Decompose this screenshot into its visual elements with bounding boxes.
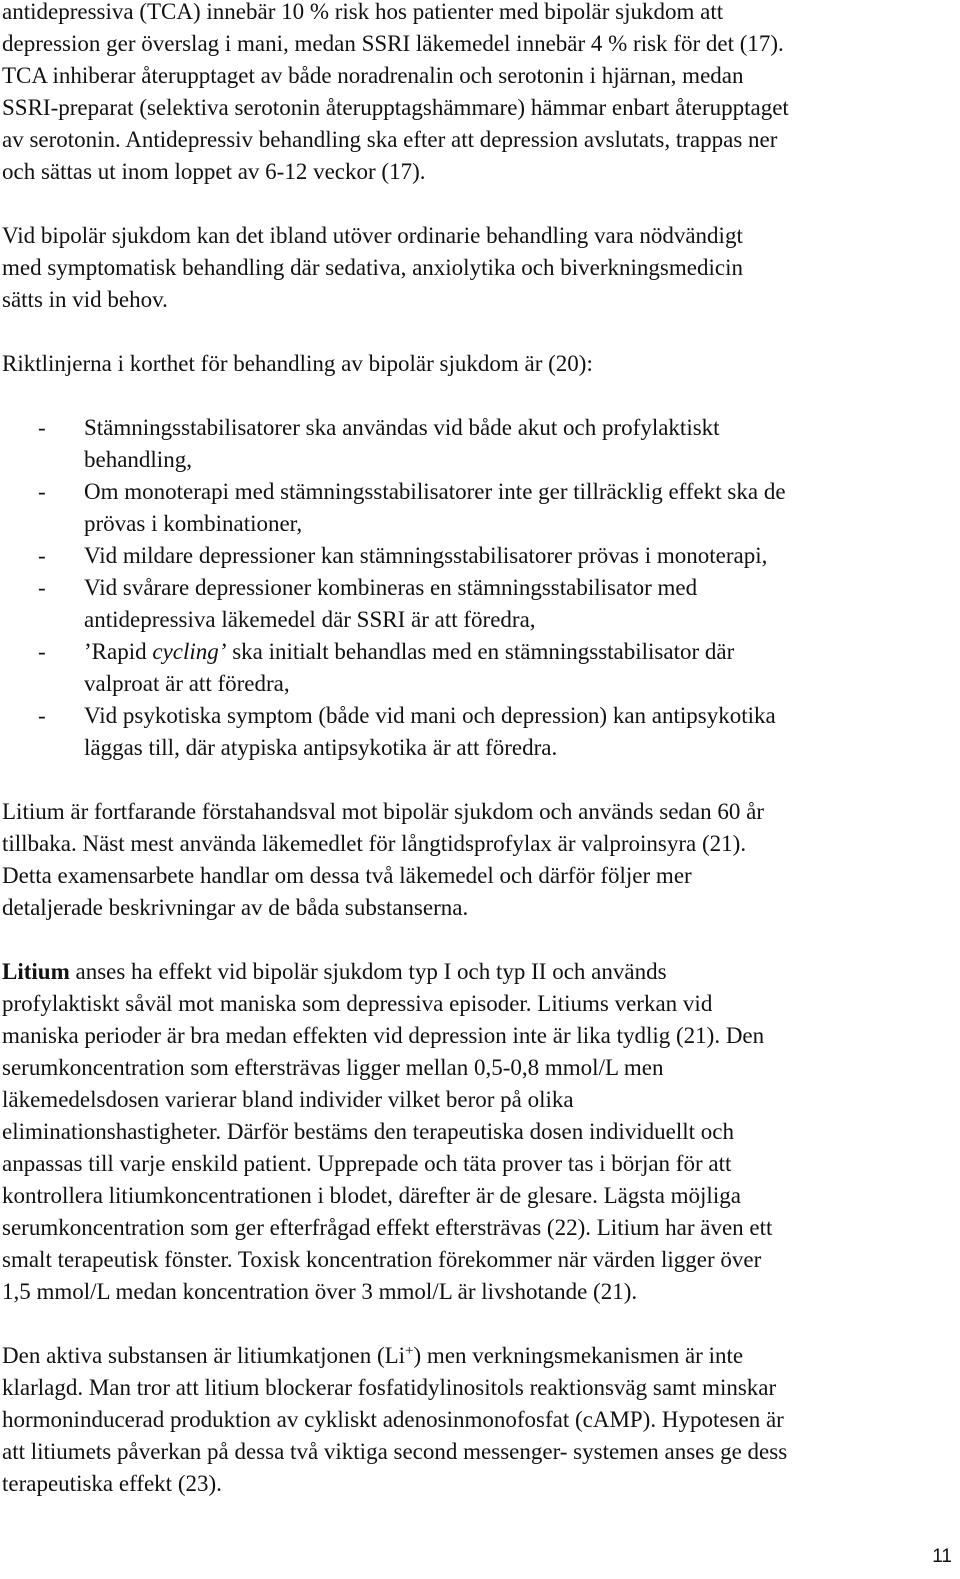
text-line: klarlagd. Man tror att litium blockerar fosfatidylinositols reaktionsväg samt minskar <box>2 1375 777 1400</box>
superscript-plus: + <box>405 1343 414 1359</box>
text-segment: Den aktiva substansen är litiumkatjonen (Li <box>2 1343 406 1368</box>
dash-bullet: - <box>38 703 46 728</box>
list-item <box>2 540 952 572</box>
text-line: antidepressiva läkemedel där SSRI är att föredra, <box>84 607 536 632</box>
text-line: depression ger överslag i mani, medan SSRI läkemedel innebär 4 % risk för det (17). <box>2 31 784 56</box>
text-line: med symptomatisk behandling där sedativa, anxiolytika och biverkningsmedicin <box>2 255 743 280</box>
dash-bullet: - <box>38 479 46 504</box>
paragraph-litium-forstahandsval <box>2 796 952 924</box>
text-line: Om monoterapi med stämningsstabilisatorer inte ger tillräcklig effekt ska de <box>84 479 786 504</box>
text-line: maniska perioder är bra medan effekten vid depression inte är lika tydlig (21). Den <box>2 1023 765 1048</box>
text-line: att litiumets påverkan på dessa två viktiga second messenger- systemen anses ge dess <box>2 1439 788 1464</box>
text-line: serumkoncentration som ger efterfrågad effekt eftersträvas (22). Litium har även ett <box>2 1215 773 1240</box>
list-item <box>2 700 952 764</box>
text-line: TCA inhiberar återupptaget av både noradrenalin och serotonin i hjärnan, medan <box>2 63 744 88</box>
text-line: 1,5 mmol/L medan koncentration över 3 mmol/L är livshotande (21). <box>2 1279 638 1304</box>
list-item <box>2 572 952 636</box>
dash-bullet: - <box>38 575 46 600</box>
text-line: behandling, <box>84 447 192 472</box>
text-line: Litium är fortfarande förstahandsval mot bipolär sjukdom och används sedan 60 år <box>2 799 764 824</box>
text-line: tillbaka. Näst mest använda läkemedlet för långtidsprofylax är valproinsyra (21). <box>2 831 747 856</box>
text-line: Riktlinjerna i korthet för behandling av bipolär sjukdom är (20): <box>2 351 593 376</box>
text-line <box>2 956 952 988</box>
text-segment: ska initialt behandlas med en stämningsstabilisator där <box>226 639 735 664</box>
text-line: Vid bipolär sjukdom kan det ibland utöver ordinarie behandling vara nödvändigt <box>2 223 743 248</box>
text-line: Stämningsstabilisatorer ska användas vid både akut och profylaktiskt <box>84 415 720 440</box>
paragraph-antidepressiva <box>2 0 952 188</box>
text-line: kontrollera litiumkoncentrationen i blodet, därefter är de glesare. Lägsta möjliga <box>2 1183 741 1208</box>
page-number: 11 <box>932 1546 952 1567</box>
text-line: detaljerade beskrivningar av de båda substanserna. <box>2 895 469 920</box>
text-line <box>84 636 952 668</box>
paragraph-riktlinjer-intro <box>2 348 952 380</box>
text-line: Vid svårare depressioner kombineras en stämningsstabilisator med <box>84 575 698 600</box>
text-line: antidepressiva (TCA) innebär 10 % risk hos patienter med bipolär sjukdom att <box>2 0 724 24</box>
paragraph-symptomatisk-behandling <box>2 220 952 316</box>
text-line: smalt terapeutisk fönster. Toxisk koncentration förekommer när värden ligger över <box>2 1247 762 1272</box>
list-item <box>2 636 952 700</box>
text-line: läggas till, där atypiska antipsykotika är att föredra. <box>84 735 558 760</box>
text-line: hormoninducerad produktion av cykliskt adenosinmonofosfat (cAMP). Hypotesen är <box>2 1407 784 1432</box>
text-segment: anses ha effekt vid bipolär sjukdom typ I och typ II och används <box>69 959 667 984</box>
text-line: valproat är att föredra, <box>84 671 290 696</box>
list-item <box>2 412 952 476</box>
text-line: sätts in vid behov. <box>2 287 168 312</box>
dash-bullet: - <box>38 415 46 440</box>
text-line: eliminationshastigheter. Därför bestäms den terapeutiska dosen individuellt och <box>2 1119 734 1144</box>
italic-term: cycling’ <box>152 639 227 664</box>
text-line: prövas i kombinationer, <box>84 511 303 536</box>
text-line <box>2 1340 952 1372</box>
dash-bullet: - <box>38 543 46 568</box>
text-line: serumkoncentration som eftersträvas ligger mellan 0,5-0,8 mmol/L men <box>2 1055 664 1080</box>
text-segment: ’Rapid <box>84 639 153 664</box>
text-line: profylaktiskt såväl mot maniska som depressiva episoder. Litiums verkan vid <box>2 991 713 1016</box>
text-line: Detta examensarbete handlar om dessa två läkemedel och därför följer mer <box>2 863 692 888</box>
text-line: och sättas ut inom loppet av 6-12 veckor (17). <box>2 159 426 184</box>
document-page <box>2 0 952 1532</box>
text-segment: ) men verkningsmekanismen är inte <box>413 1343 744 1368</box>
paragraph-litium-effekt <box>2 956 952 1308</box>
guideline-list <box>2 412 952 764</box>
text-line: anpassas till varje enskild patient. Upprepade och täta prover tas i början för att <box>2 1151 732 1176</box>
dash-bullet: - <box>38 639 46 664</box>
list-item <box>2 476 952 540</box>
bold-term: Litium <box>2 959 70 984</box>
text-line: SSRI-preparat (selektiva serotonin återupptagshämmare) hämmar enbart återupptaget <box>2 95 789 120</box>
text-line: Vid mildare depressioner kan stämningsstabilisatorer prövas i monoterapi, <box>84 543 768 568</box>
text-line: av serotonin. Antidepressiv behandling ska efter att depression avslutats, trappas ner <box>2 127 778 152</box>
text-line: terapeutiska effekt (23). <box>2 1471 222 1496</box>
paragraph-verkningsmekanism <box>2 1340 952 1500</box>
text-line: Vid psykotiska symptom (både vid mani och depression) kan antipsykotika <box>84 703 776 728</box>
text-line: läkemedelsdosen varierar bland individer vilket beror på olika <box>2 1087 574 1112</box>
